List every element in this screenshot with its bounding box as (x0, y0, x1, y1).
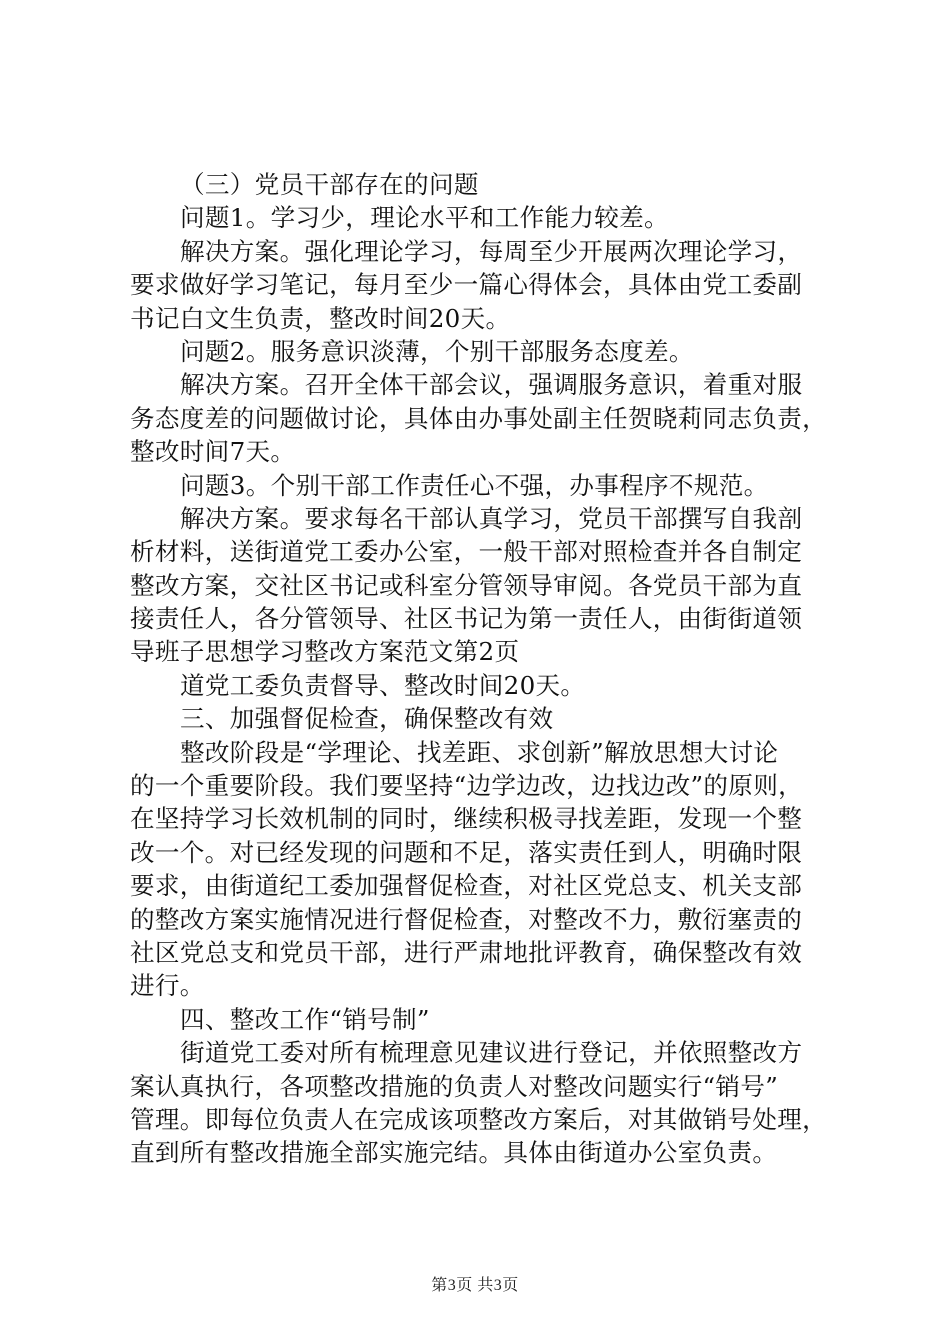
text-line: 要求做好学习笔记，每月至少一篇心得体会，具体由党工委副 (130, 270, 803, 300)
text-line: 整改时间7天。 (130, 437, 296, 467)
text-line: 社区党总支和党员干部，进行严肃地批评教育，确保整改有效 (130, 937, 803, 967)
text-line: 问题3。个别干部工作责任心不强，办事程序不规范。 (180, 470, 769, 500)
text-line: 四、整改工作“销号制” (180, 1004, 430, 1034)
text-line: 改一个。对已经发现的问题和不足，落实责任到人，明确时限 (130, 837, 803, 867)
text-line: 的整改方案实施情况进行督促检查，对整改不力，敷衍塞责的 (130, 904, 803, 934)
document-body (130, 168, 830, 1170)
text-line: 直到所有整改措施全部实施完结。具体由街道办公室负责。 (130, 1138, 778, 1168)
text-line: 导班子思想学习整改方案范文第2页 (130, 637, 520, 667)
text-line: 解决方案。要求每名干部认真学习，党员干部撰写自我剖 (180, 503, 803, 533)
text-line: 务态度差的问题做讨论，具体由办事处副主任贺晓莉同志负责， (130, 403, 828, 433)
text-line: 三、加强督促检查，确保整改有效 (180, 704, 554, 734)
text-line: 整改阶段是“学理论、找差距、求创新”解放思想大讨论 (180, 737, 779, 767)
text-line: 析材料，送街道党工委办公室，一般干部对照检查并各自制定 (130, 537, 803, 567)
text-line: 整改方案，交社区书记或科室分管领导审阅。各党员干部为直 (130, 570, 803, 600)
text-line: 书记白文生负责，整改时间20天。 (130, 303, 511, 333)
page-footer: 第3页 共3页 (431, 1277, 519, 1294)
text-line: 解决方案。召开全体干部会议，强调服务意识，着重对服 (180, 370, 803, 400)
text-line: 要求，由街道纪工委加强督促检查，对社区党总支、机关支部 (130, 871, 803, 901)
text-line: 管理。即每位负责人在完成该项整改方案后，对其做销号处理， (130, 1104, 828, 1134)
text-line: 问题2。服务意识淡薄，个别干部服务态度差。 (180, 336, 694, 366)
text-line: （三）党员干部存在的问题 (180, 170, 479, 199)
text-line: 问题1。学习少，理论水平和工作能力较差。 (180, 203, 669, 233)
text-line: 的一个重要阶段。我们要坚持“边学边改，边找边改”的原则， (130, 771, 803, 801)
text-line: 进行。 (130, 971, 205, 1001)
text-line: 街道党工委对所有梳理意见建议进行登记，并依照整改方 (180, 1038, 803, 1068)
text-line: 道党工委负责督导、整改时间20天。 (180, 670, 586, 700)
text-line: 案认真执行，各项整改措施的负责人对整改问题实行“销号” (130, 1071, 779, 1101)
text-line: 在坚持学习长效机制的同时，继续积极寻找差距，发现一个整 (130, 804, 803, 834)
text-line: 接责任人，各分管领导、社区书记为第一责任人，由街街道领 (130, 604, 803, 634)
text-line: 解决方案。强化理论学习，每周至少开展两次理论学习， (180, 236, 803, 266)
